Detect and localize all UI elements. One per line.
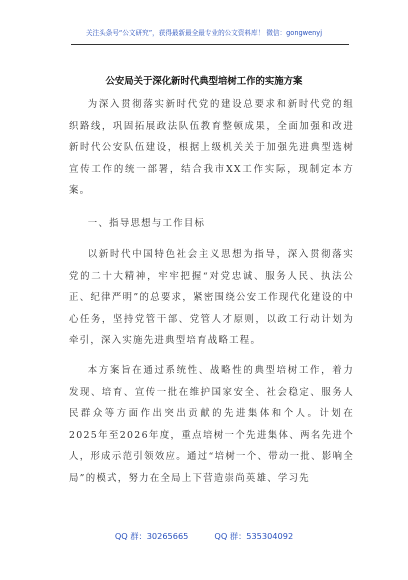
header-divider — [71, 44, 349, 45]
work-goals-paragraph: 本方案旨在通过系统性、战略性的典型培树工作，着力发现、培育、宣传一批在维护国家安全、社会稳定、服务人民群众等方面作出突出贡献的先进集体和个人。计划在2025年至2026年度，重点培树一个先进集体、两名先进个人，形成示范引领效应。通过“培树一个、带动一批、影响全局”的模式，努力在全局上下营造崇尚英雄、学习先 — [69, 365, 354, 484]
qq-group-number-1: 30265665 — [146, 531, 189, 541]
qq-group-label-1: QQ 群： — [114, 531, 147, 541]
qq-group-label-2: QQ 群： — [214, 531, 247, 541]
section-heading: 一、指导思想与工作目标 — [87, 218, 206, 229]
document-title: 公安局关于深化新时代典型培树工作的实施方案 — [105, 76, 303, 87]
guiding-ideology-paragraph: 以新时代中国特色社会主义思想为指导，深入贯彻落实党的二十大精神，牢牢把握“对党忠诚、服务人民、执法公正、纪律严明”的总要求，紧密围绕公安工作现代化建设的中心任务，坚持党管干部、党管人才原则，以政工行动计划为牵引，深入实施先进典型培育战略工程。 — [69, 249, 354, 347]
intro-paragraph: 为深入贯彻落实新时代党的建设总要求和新时代党的组织路线，巩固拓展政法队伍教育整顿成果，全面加强和改进新时代公安队伍建设，根据上级机关关于加强先进典型选树宣传工作的统一部署，结合我市XX工作实际，现制定本方案。 — [69, 99, 354, 197]
qq-group-number-2: 535304092 — [246, 531, 294, 541]
footer-contact — [0, 531, 408, 542]
promo-banner: 关注头条号“公文研究”，获得最新最全最专业的公文资料库！ 微信：gongwenyj — [85, 29, 323, 37]
